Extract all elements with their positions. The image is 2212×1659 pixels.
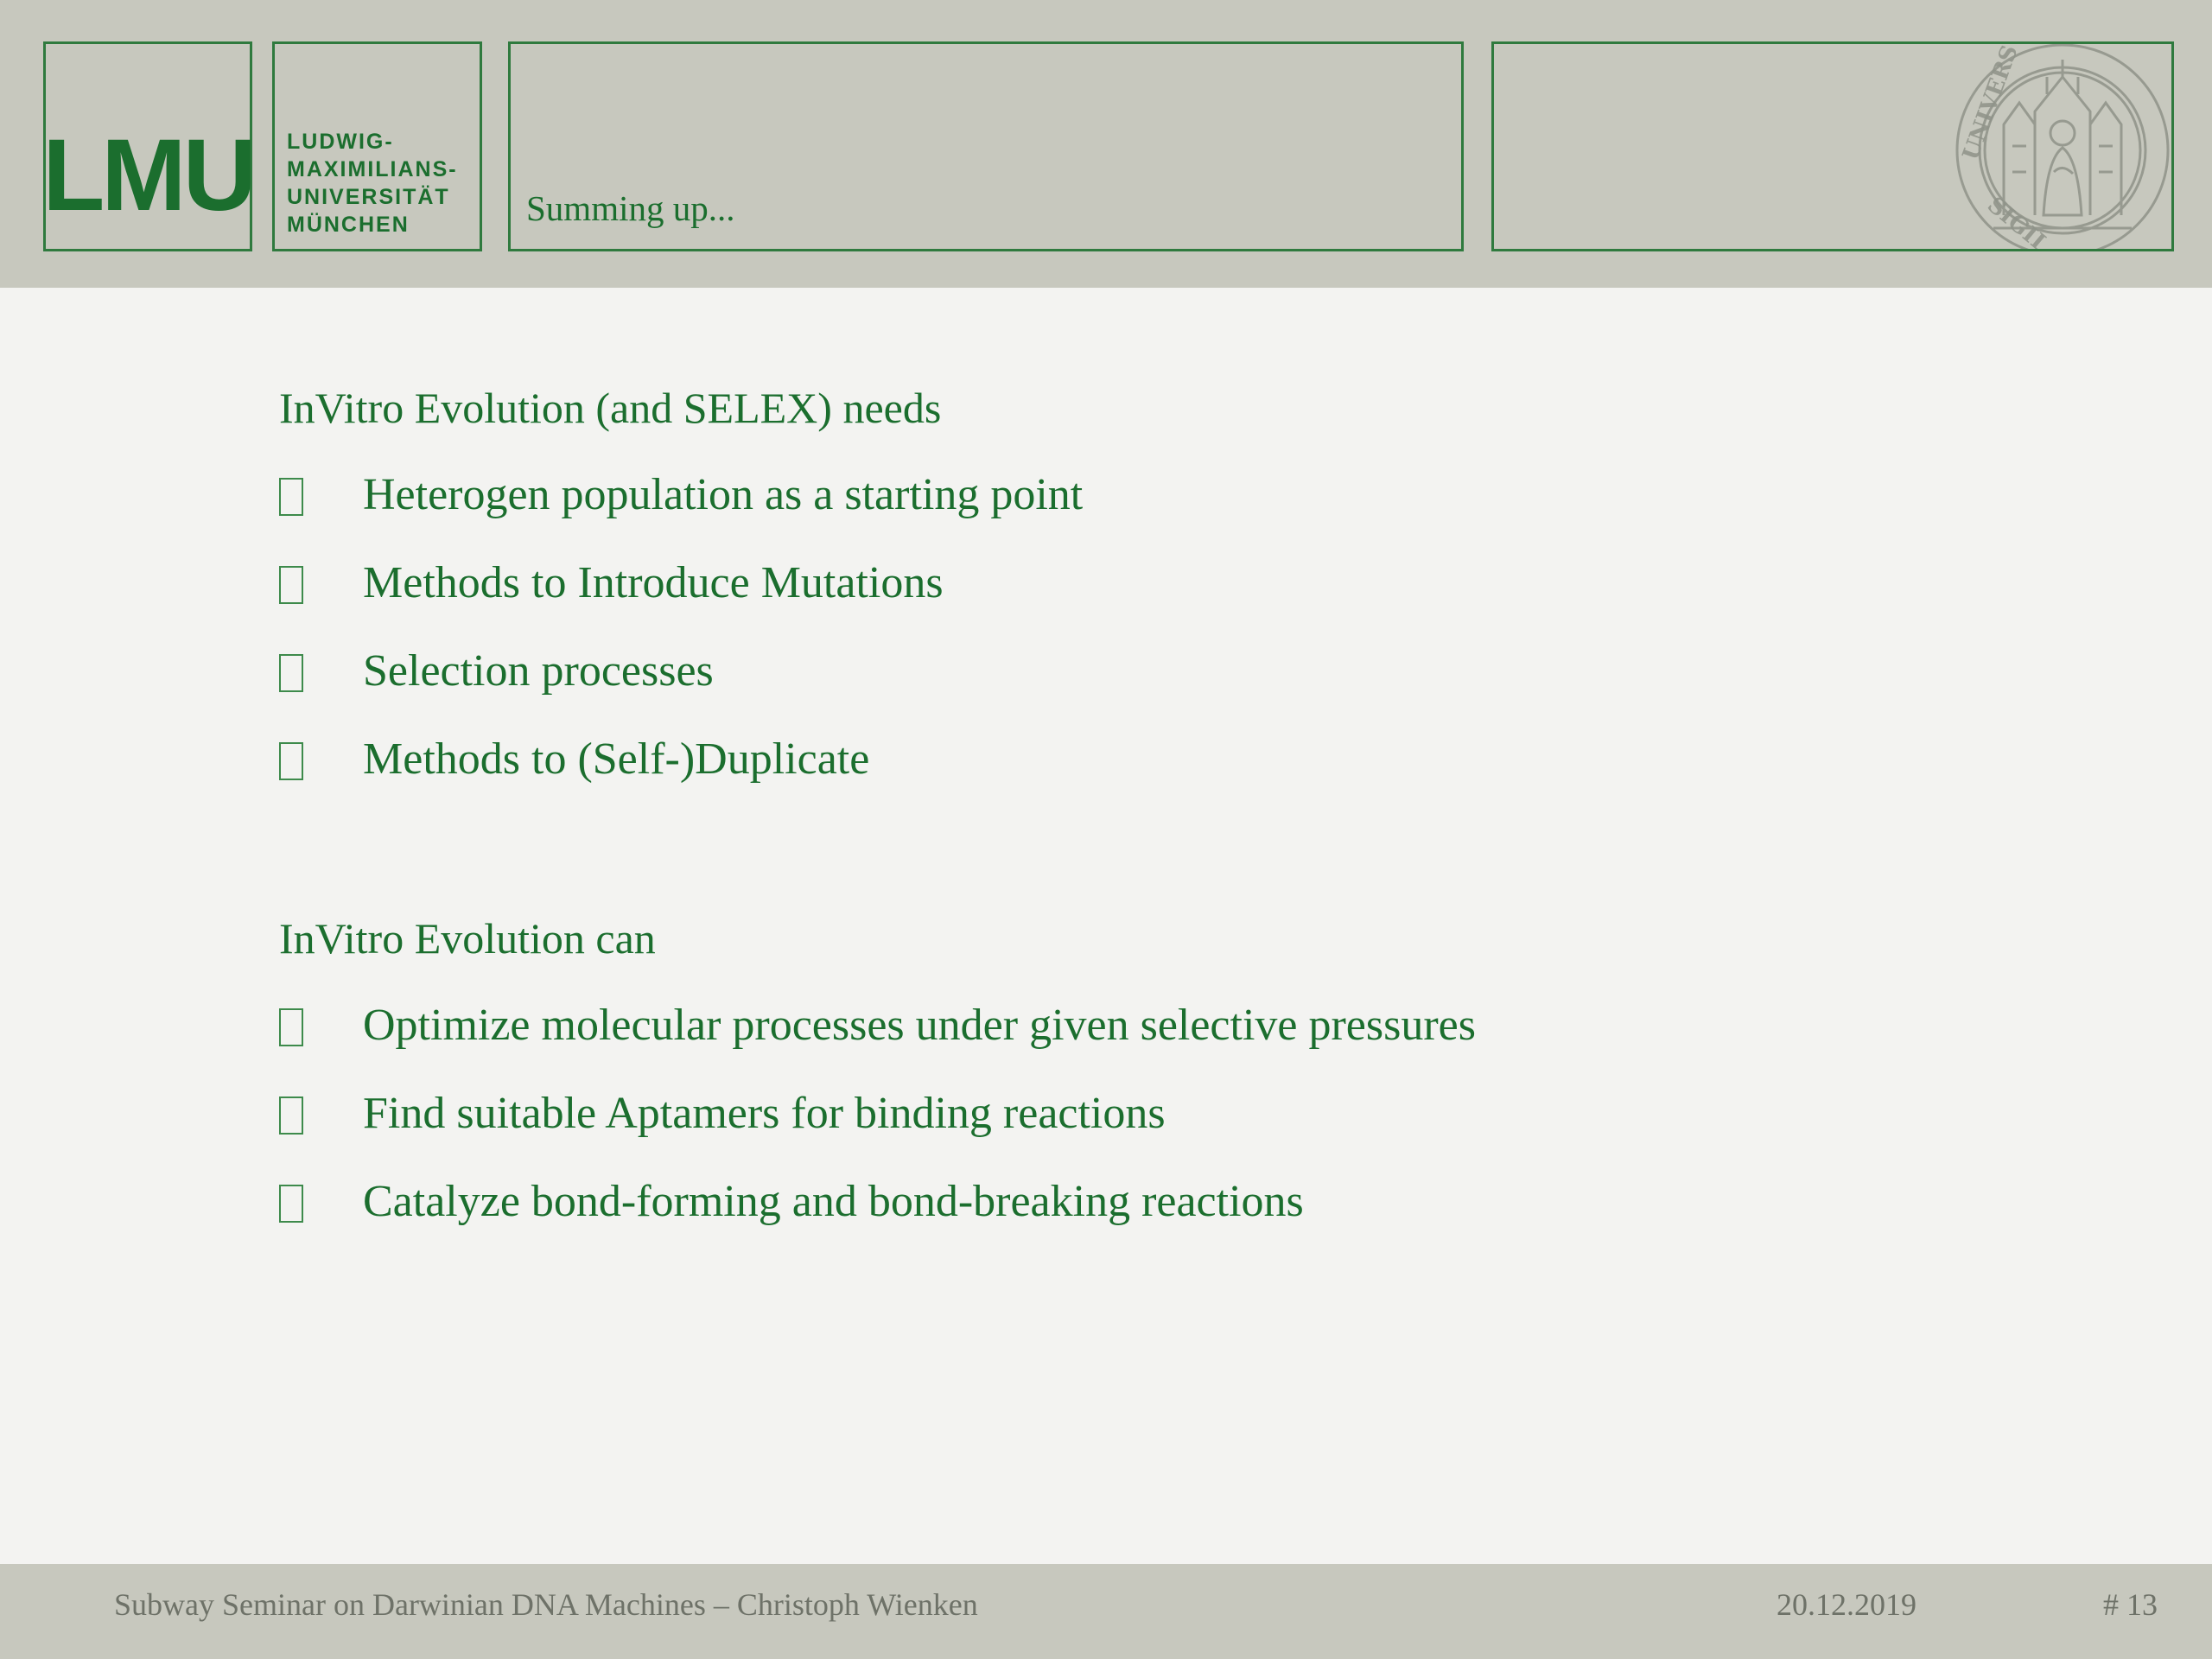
bullet-box-icon [279,1096,303,1135]
slide-title: Summing up... [526,188,735,228]
university-name-line: MAXIMILIANS- [287,157,458,181]
list-item-text: Find suitable Aptamers for binding reactions [363,1089,1166,1138]
footer-bar [0,1564,2212,1659]
list-item-text: Optimize molecular processes under given selective pressures [363,1001,1476,1050]
university-seal-icon [1950,42,2174,258]
list-item-text: Heterogen population as a starting point [363,470,1084,519]
section-heading: InVitro Evolution (and SELEX) needs [279,384,942,432]
list-item-text: Catalyze bond-forming and bond-breaking reactions [363,1177,1304,1226]
footer-presentation-title: Subway Seminar on Darwinian DNA Machines – Christoph Wienken [114,1587,978,1622]
university-name-box [272,41,482,251]
page-number: # 13 [2103,1587,2158,1622]
university-name-line: UNIVERSITÄT [287,185,450,209]
bullet-box-icon [279,566,303,604]
bullet-box-icon [279,654,303,692]
seal-box [1491,41,2174,258]
header-bar [0,0,2212,288]
lmu-logo-text: LMU [42,118,253,232]
list-item-text: Methods to Introduce Mutations [363,558,944,607]
bullet-box-icon [279,478,303,516]
university-name-line: MÜNCHEN [287,213,410,237]
university-name-line: LUDWIG- [287,130,394,154]
section-heading: InVitro Evolution can [279,914,656,963]
slide-title-box [508,41,1464,251]
lmu-logo [43,41,252,251]
bullet-box-icon [279,742,303,780]
bullet-box-icon [279,1008,303,1046]
list-item-text: Methods to (Self-)Duplicate [363,734,870,784]
svg-text:UNIVERS: UNIVERS [1957,42,2024,164]
footer-date: 20.12.2019 [1777,1587,1916,1622]
svg-text:SIGIL: SIGIL [1981,192,2055,258]
list-item-text: Selection processes [363,646,714,696]
bullet-box-icon [279,1185,303,1223]
